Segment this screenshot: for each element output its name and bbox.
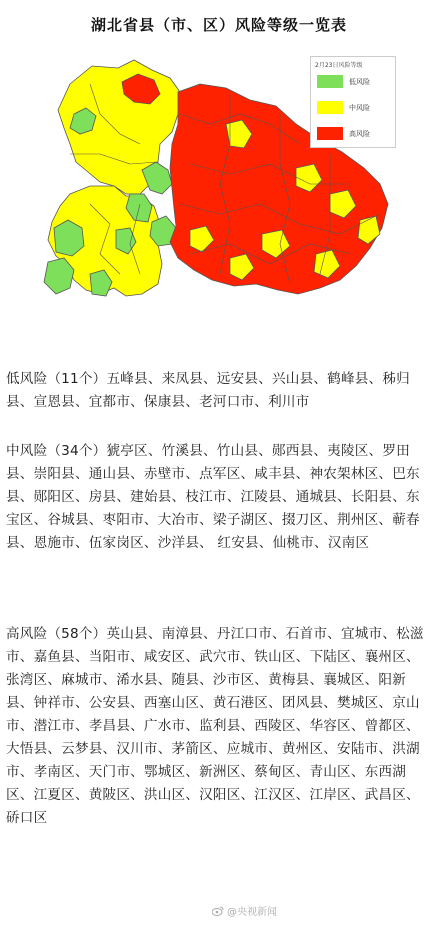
- legend-label-low: 低风险: [349, 78, 370, 86]
- mid-risk-list: 中风险（34个）猇亭区、竹溪县、竹山县、郧西县、夷陵区、罗田县、崇阳县、通山县、赤壁市、点军区、咸丰县、神农架林区、巴东县、郧阳区、房县、建始县、枝江市、江陵县、通城县、长阳县、东宝区、谷城县、枣阳市、大冶市、梁子湖区、掇刀区、荆州区、蕲春县、恩施市、伍家岗区、沙洋县、 红安县、仙桃市、汉南区: [6, 443, 420, 551]
- legend-item-low: [317, 75, 393, 89]
- map-legend: [310, 56, 396, 148]
- low-risk-list: 低风险（11个）五峰县、来凤县、远安县、兴山县、鹤峰县、秭归县、宣恩县、宜都市、保康县、老河口市、利川市: [6, 371, 410, 410]
- watermark-text: @央视新闻: [227, 907, 277, 918]
- legend-item-high: [317, 127, 393, 141]
- legend-swatch-high: [317, 127, 343, 140]
- high-risk-list: 高风险（58个）英山县、南漳县、丹江口市、石首市、宜城市、松滋市、嘉鱼县、当阳市、咸安区、武穴市、铁山区、下陆区、襄州区、张湾区、麻城市、浠水县、随县、沙市区、黄梅县、襄城区、阳新县、钟祥市、公安县、西塞山区、黄石港区、团风县、樊城区、京山市、潜江市、孝昌县、广水市、监利县、西陵区、华容区、曾都区、大悟县、云梦县、汉川市、茅箭区、应城市、黄州区、安陆市、洪湖市、孝南区、天门市、鄂城区、新洲区、蔡甸区、青山区、东西湖区、江夏区、黄陂区、洪山区、汉阳区、江汉区、江岸区、武昌区、硚口区: [6, 626, 424, 826]
- page-title: 湖北省县（市、区）风险等级一览表: [90, 16, 347, 34]
- weibo-icon: [212, 906, 224, 916]
- legend-label-mid: 中风险: [349, 104, 370, 112]
- legend-item-mid: [317, 101, 393, 115]
- map-region-mid-e8: [358, 216, 380, 244]
- watermark: [212, 903, 277, 918]
- legend-swatch-low: [317, 75, 343, 88]
- legend-swatch-mid: [317, 101, 343, 114]
- legend-title: 2月23日风险等级: [315, 62, 363, 69]
- legend-label-high: 高风险: [349, 130, 370, 138]
